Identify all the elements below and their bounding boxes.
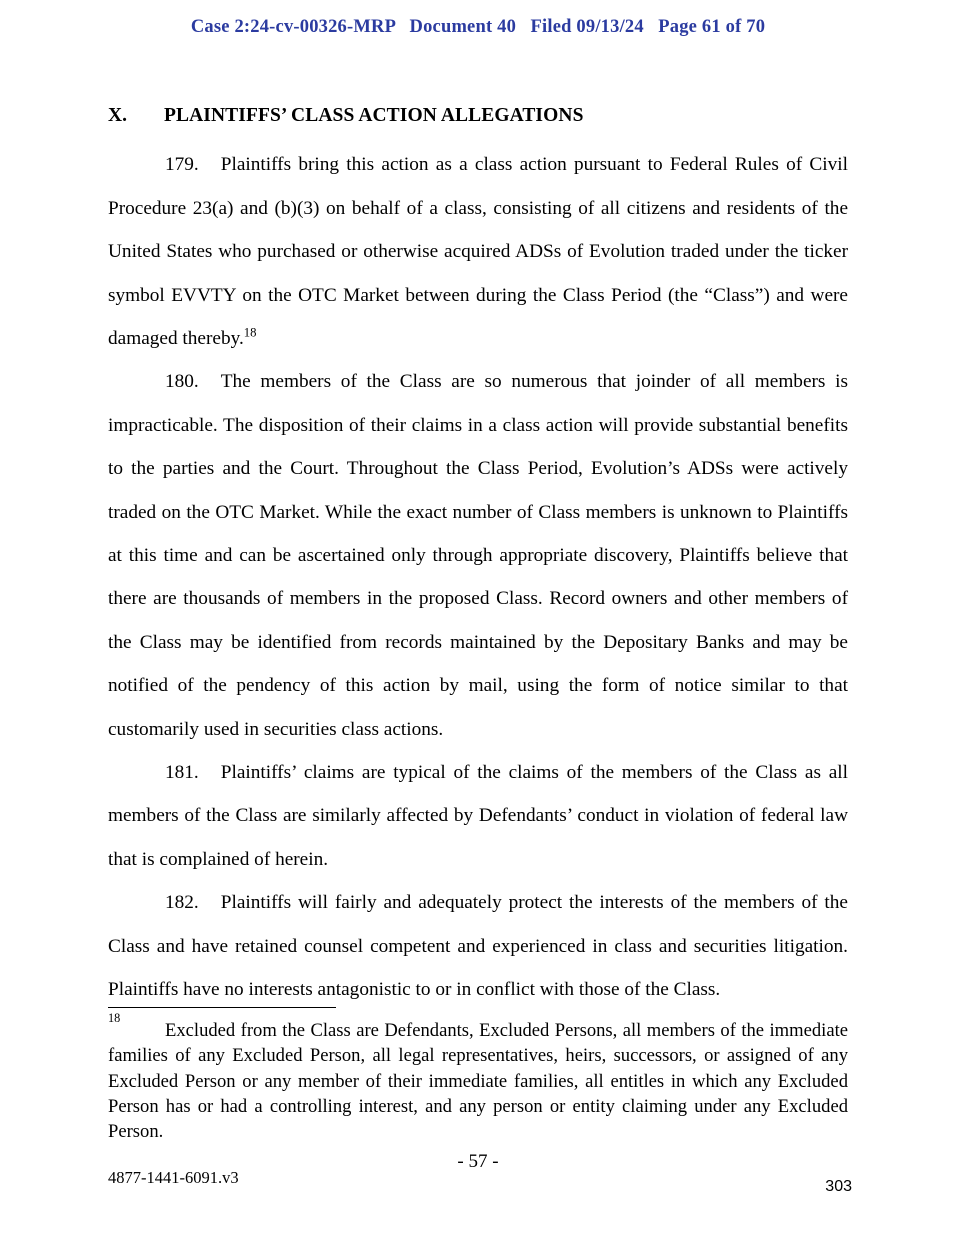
paragraph-179 [108,143,848,360]
section-heading [108,104,848,127]
footnote-reference[interactable]: 18 [243,325,257,340]
paragraph-number: 182. [165,892,199,914]
paragraph-text: Plaintiffs bring this action as a class action pursuant to Federal Rules of Civil Procedure 23(a) and (b)(3) on behalf of a class, consisting of all citizens and residents of the United States who purchased or otherwise acquired ADSs of Evolution traded under the ticker symbol EVVTY on the OTC Market between during the Class Period (the “Class”) and were damaged thereby. [108,154,848,350]
paragraph-text: Plaintiffs will fairly and adequately protect the interests of the members of the Class and have retained counsel competent and experienced in class and securities litigation. Plaintiffs have no interests antagonistic to or in conflict with those of the Class. [108,892,848,1001]
court-filing-stamp: Case 2:24-cv-00326-MRP Document 40 Filed 09/13/24 Page 61 of 70 [190,17,766,37]
paragraph-number: 181. [165,762,199,784]
document-body [108,104,848,1012]
paragraph-number: 180. [165,371,199,393]
paragraph-181 [108,751,848,881]
paragraph-text: The members of the Class are so numerous that joinder of all members is impracticable. The disposition of their claims in a class action will provide substantial benefits to the parties and the Court. Throughout the Class Period, Evolution’s ADSs were actively traded on the OTC Market. While the exact number of Class members is unknown to Plaintiffs at this time and can be ascertained only through appropriate discovery, Plaintiffs believe that there are thousands of members in the proposed Class. Record owners and other members of the Class may be identified from records maintained by the Depositary Banks and may be notified of the pendency of this action by mail, using the form of notice similar to that customarily used in securities class actions. [108,371,848,740]
footnote-divider [108,1007,336,1008]
paragraph-182 [108,881,848,1011]
paragraph-text: Plaintiffs’ claims are typical of the claims of the members of the Class as all members of the Class are similarly affected by Defendants’ conduct in violation of federal law that is complained of herein. [108,762,848,870]
bates-number: 303 [825,1178,852,1195]
section-number: X. [108,105,127,126]
paragraph-180 [108,360,848,751]
footnote-18: $^{18}$Excluded from the Class are Defendants, Excluded Persons, all members of the immediate families of any Excluded Person, all legal representatives, heirs, successors, or assigned of any Excluded Person or any member of their immediate families, all entitles in which any Excluded Person has or had a controlling interest, and any person or entity claiming under any Excluded Person. [108,1011,848,1143]
paragraph-number: 179. [165,154,199,176]
footnote-text: Excluded from the Class are Defendants, Excluded Persons, all members of the immediate families of any Excluded Person, all legal representatives, heirs, successors, or assigned of any Excluded Person or any member of their immediate families, all entitles in which any Excluded Person has or had a controlling interest, and any person or entity claiming under any Excluded Person. [108,1020,848,1143]
page-number: - 57 - [457,1151,499,1172]
document-id: 4877-1441-6091.v3 [108,1168,239,1187]
section-title: PLAINTIFFS’ CLASS ACTION ALLEGATIONS [164,105,584,126]
